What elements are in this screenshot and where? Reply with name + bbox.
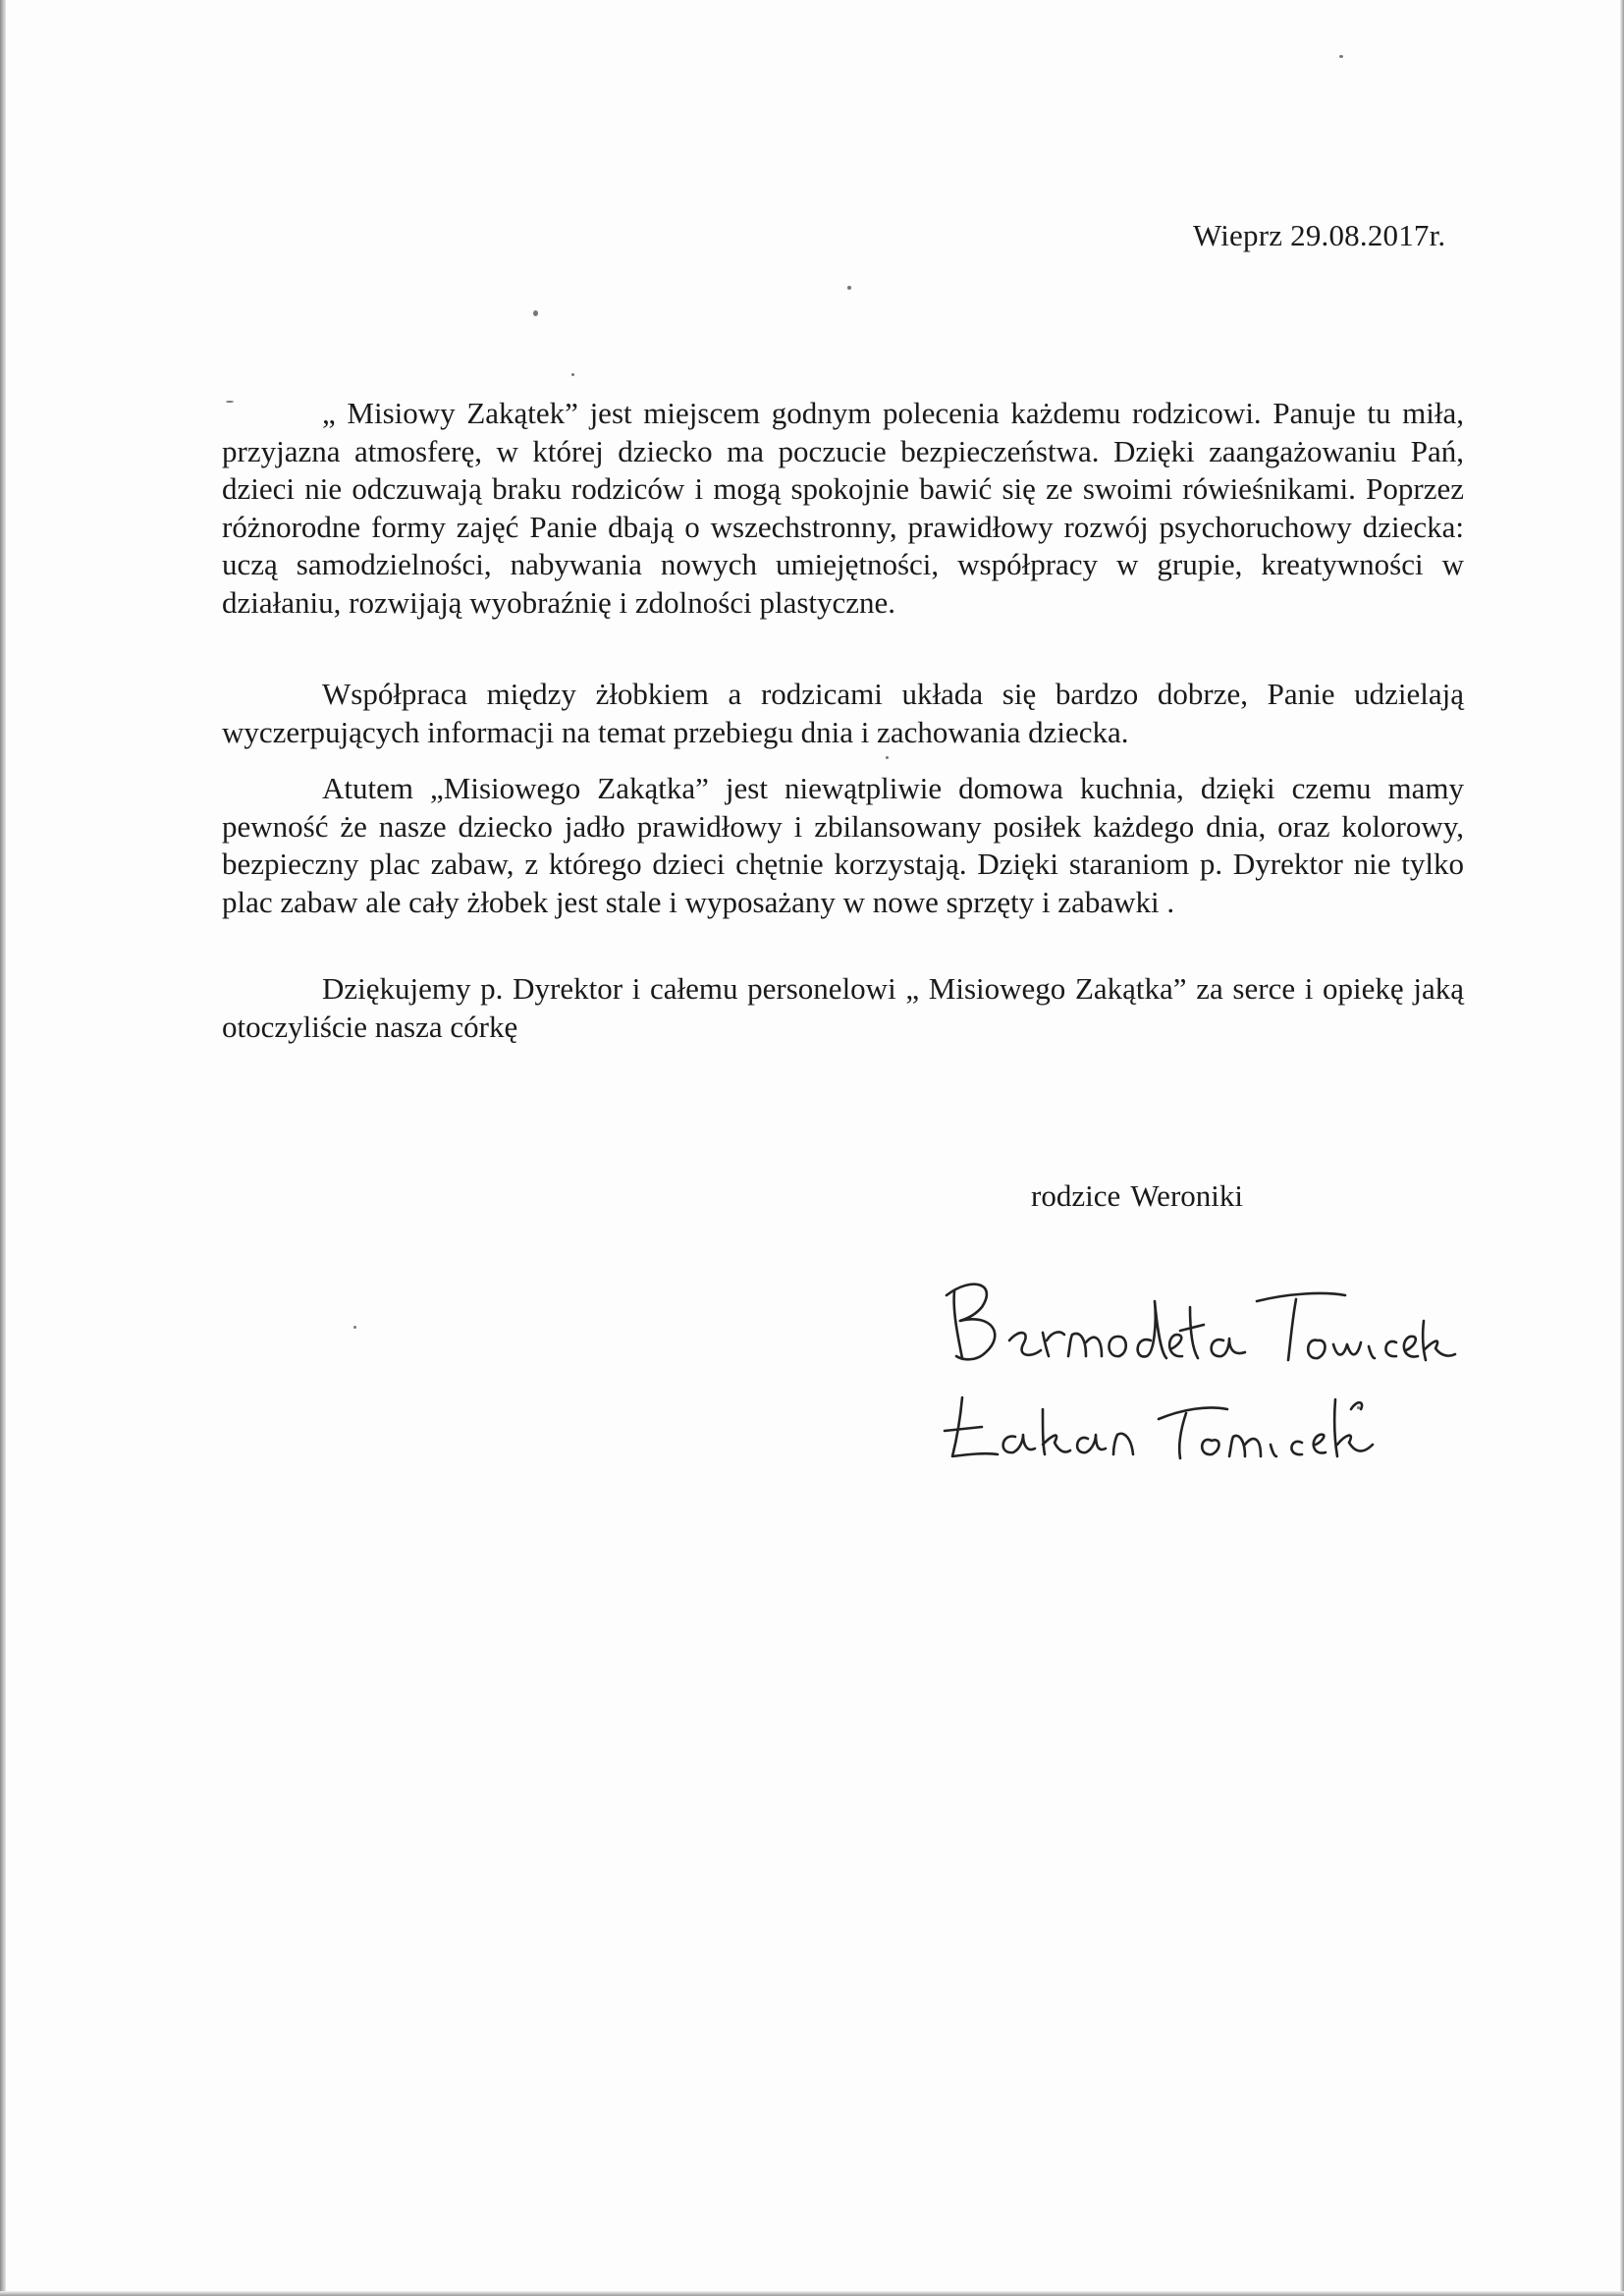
signature-2: [945, 1397, 1373, 1458]
scan-speck: [886, 756, 889, 759]
scan-edge-bottom: [0, 2291, 1624, 2296]
scan-edge-left: [0, 0, 6, 2296]
signature-1: [947, 1285, 1455, 1360]
place-and-date: Wieprz 29.08.2017r.: [1193, 218, 1446, 252]
scan-speck: [353, 1326, 356, 1329]
letter-paragraph-1: „ Misiowy Zakątek” jest miejscem godnym polecenia każdemu rodzicowi. Panuje tu miła, przyjazna atmosferę, w której dziecko ma poczucie bezpieczeństwa. Dzięki zaangażowaniu Pań, dzieci nie odczuwają braku rodziców i mogą spokojnie bawić się ze swoimi rówieśnikami. Poprzez różnorodne formy zajęć Panie dbają o wszechstronny, prawidłowy rozwój psychoruchowy dziecka: uczą samodzielności, nabywania nowych umiejętności, współpracy w grupie, kreatywności w działaniu, rozwijają wyobraźnię i zdolności plastyczne.: [222, 396, 1464, 620]
letter-paragraph-3: Atutem „Misiowego Zakątka” jest niewątpliwie domowa kuchnia, dzięki czemu mamy pewność że nasze dziecko jadło prawidłowy i zbilansowany posiłek każdego dnia, oraz kolorowy, bezpieczny plac zabaw, z którego dzieci chętnie korzystają. Dzięki staraniom p. Dyrektor nie tylko plac zabaw ale cały żłobek jest stale i wyposażany w nowe sprzęty i zabawki .: [222, 771, 1464, 919]
handwritten-signatures: [933, 1262, 1463, 1468]
closing-line: rodzice Weroniki: [1031, 1178, 1243, 1213]
letter-paragraph-2: Współpraca między żłobkiem a rodzicami układa się bardzo dobrze, Panie udzielają wyczerpujących informacji na temat przebiegu dnia i zachowania dziecka.: [222, 677, 1464, 749]
scan-speck: [533, 310, 538, 316]
scan-speck: [1339, 55, 1343, 58]
scan-edge-right: [1620, 0, 1624, 2296]
letter-paragraph-4: Dziękujemy p. Dyrektor i całemu personelowi „ Misiowego Zakątka” za serce i opiekę jaką otoczyliście nasza córkę: [222, 971, 1464, 1044]
scan-speck: [847, 286, 851, 290]
scan-speck: [571, 373, 574, 376]
